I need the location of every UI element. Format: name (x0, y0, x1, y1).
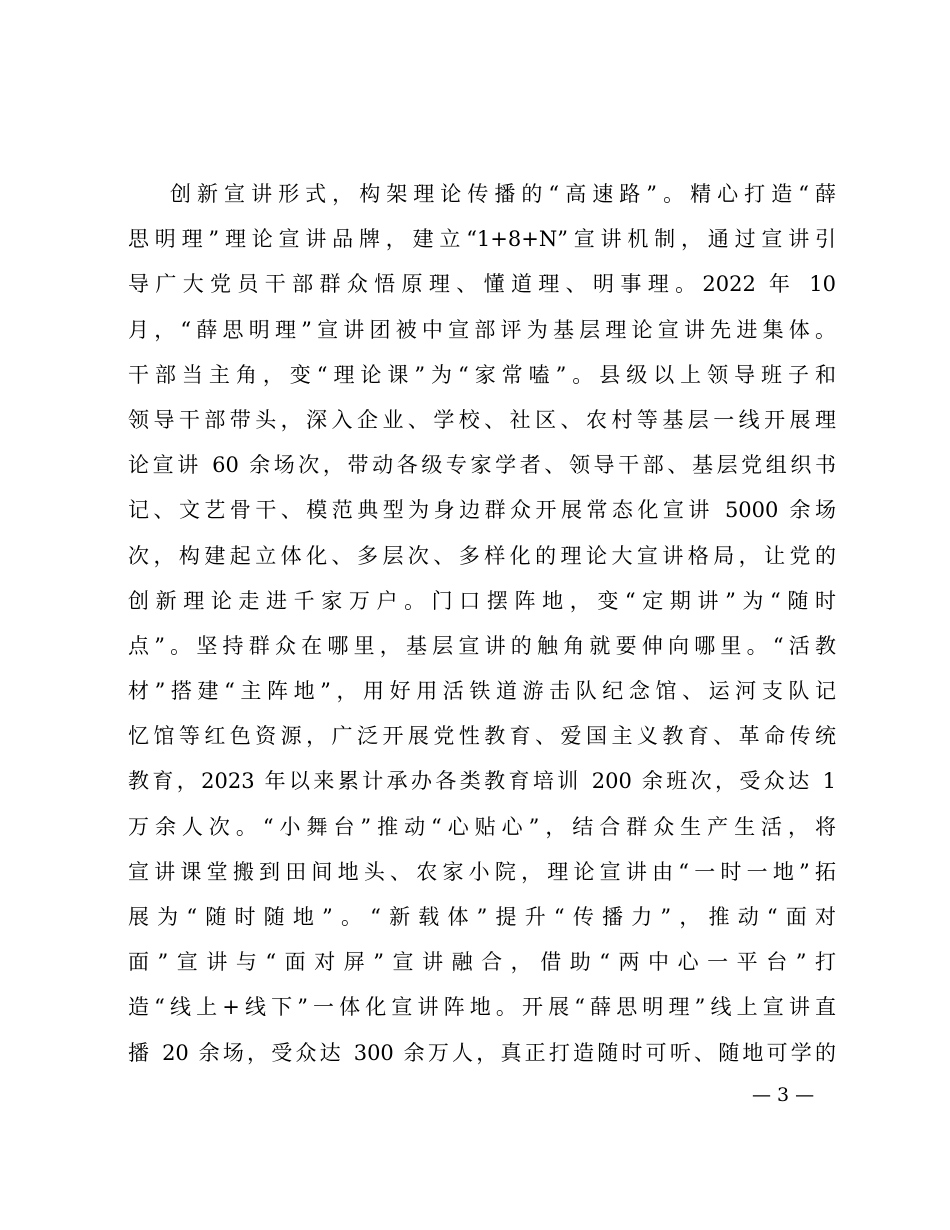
text-line-2: 思明理”理论宣讲品牌，建立“1+8+N”宣讲机制，通过宣讲引 (128, 227, 836, 252)
text-line-17: 展为“随时随地”。“新载体”提升“传播力”，推动“面对 (128, 905, 836, 929)
text-line-8: 记、文艺骨干、模范典型为身边群众开展常态化宣讲 5000 余场 (128, 498, 836, 523)
text-line-9: 次，构建起立体化、多层次、多样化的理论大宣讲格局，让党的 (128, 543, 836, 568)
text-line-16: 宣讲课堂搬到田间地头、农家小院，理论宣讲由“一时一地”拓 (128, 859, 836, 884)
text-line-5: 干部当主角，变“理论课”为“家常嗑”。县级以上领导班子和 (128, 362, 836, 387)
text-line-18: 面”宣讲与“面对屏”宣讲融合，借助“两中心一平台”打 (128, 950, 836, 975)
text-line-6: 领导干部带头，深入企业、学校、社区、农村等基层一线开展理 (128, 407, 836, 432)
text-line-15: 万余人次。“小舞台”推动“心贴心”，结合群众生产生活，将 (128, 814, 836, 839)
text-line-12: 材”搭建“主阵地”，用好用活铁道游击队纪念馆、运河支队记 (128, 679, 836, 704)
page-number: — 3 — (752, 1084, 815, 1106)
text-line-11: 点”。坚持群众在哪里，基层宣讲的触角就要伸向哪里。“活教 (128, 633, 836, 658)
text-line-10: 创新理论走进千家万户。门口摆阵地，变“定期讲”为“随时 (128, 588, 836, 613)
text-line-19: 造“线上+线下”一体化宣讲阵地。开展“薛思明理”线上宣讲直 (128, 995, 836, 1020)
text-line-1: 创新宣讲形式，构架理论传播的“高速路”。精心打造“薛 (170, 182, 836, 206)
text-line-14: 教育，2023 年以来累计承办各类教育培训 200 余班次，受众达 1 (128, 769, 836, 794)
text-line-20: 播 20 余场，受众达 300 余万人，真正打造随时可听、随地可学的 (128, 1040, 836, 1065)
text-line-4: 月，“薛思明理”宣讲团被中宣部评为基层理论宣讲先进集体。 (128, 317, 836, 342)
text-line-7: 论宣讲 60 余场次，带动各级专家学者、领导干部、基层党组织书 (128, 453, 836, 478)
text-line-13: 忆馆等红色资源，广泛开展党性教育、爱国主义教育、革命传统 (128, 724, 836, 749)
text-line-3: 导广大党员干部群众悟原理、懂道理、明事理。2022 年 10 (128, 272, 836, 297)
body-paragraph (128, 172, 836, 1076)
